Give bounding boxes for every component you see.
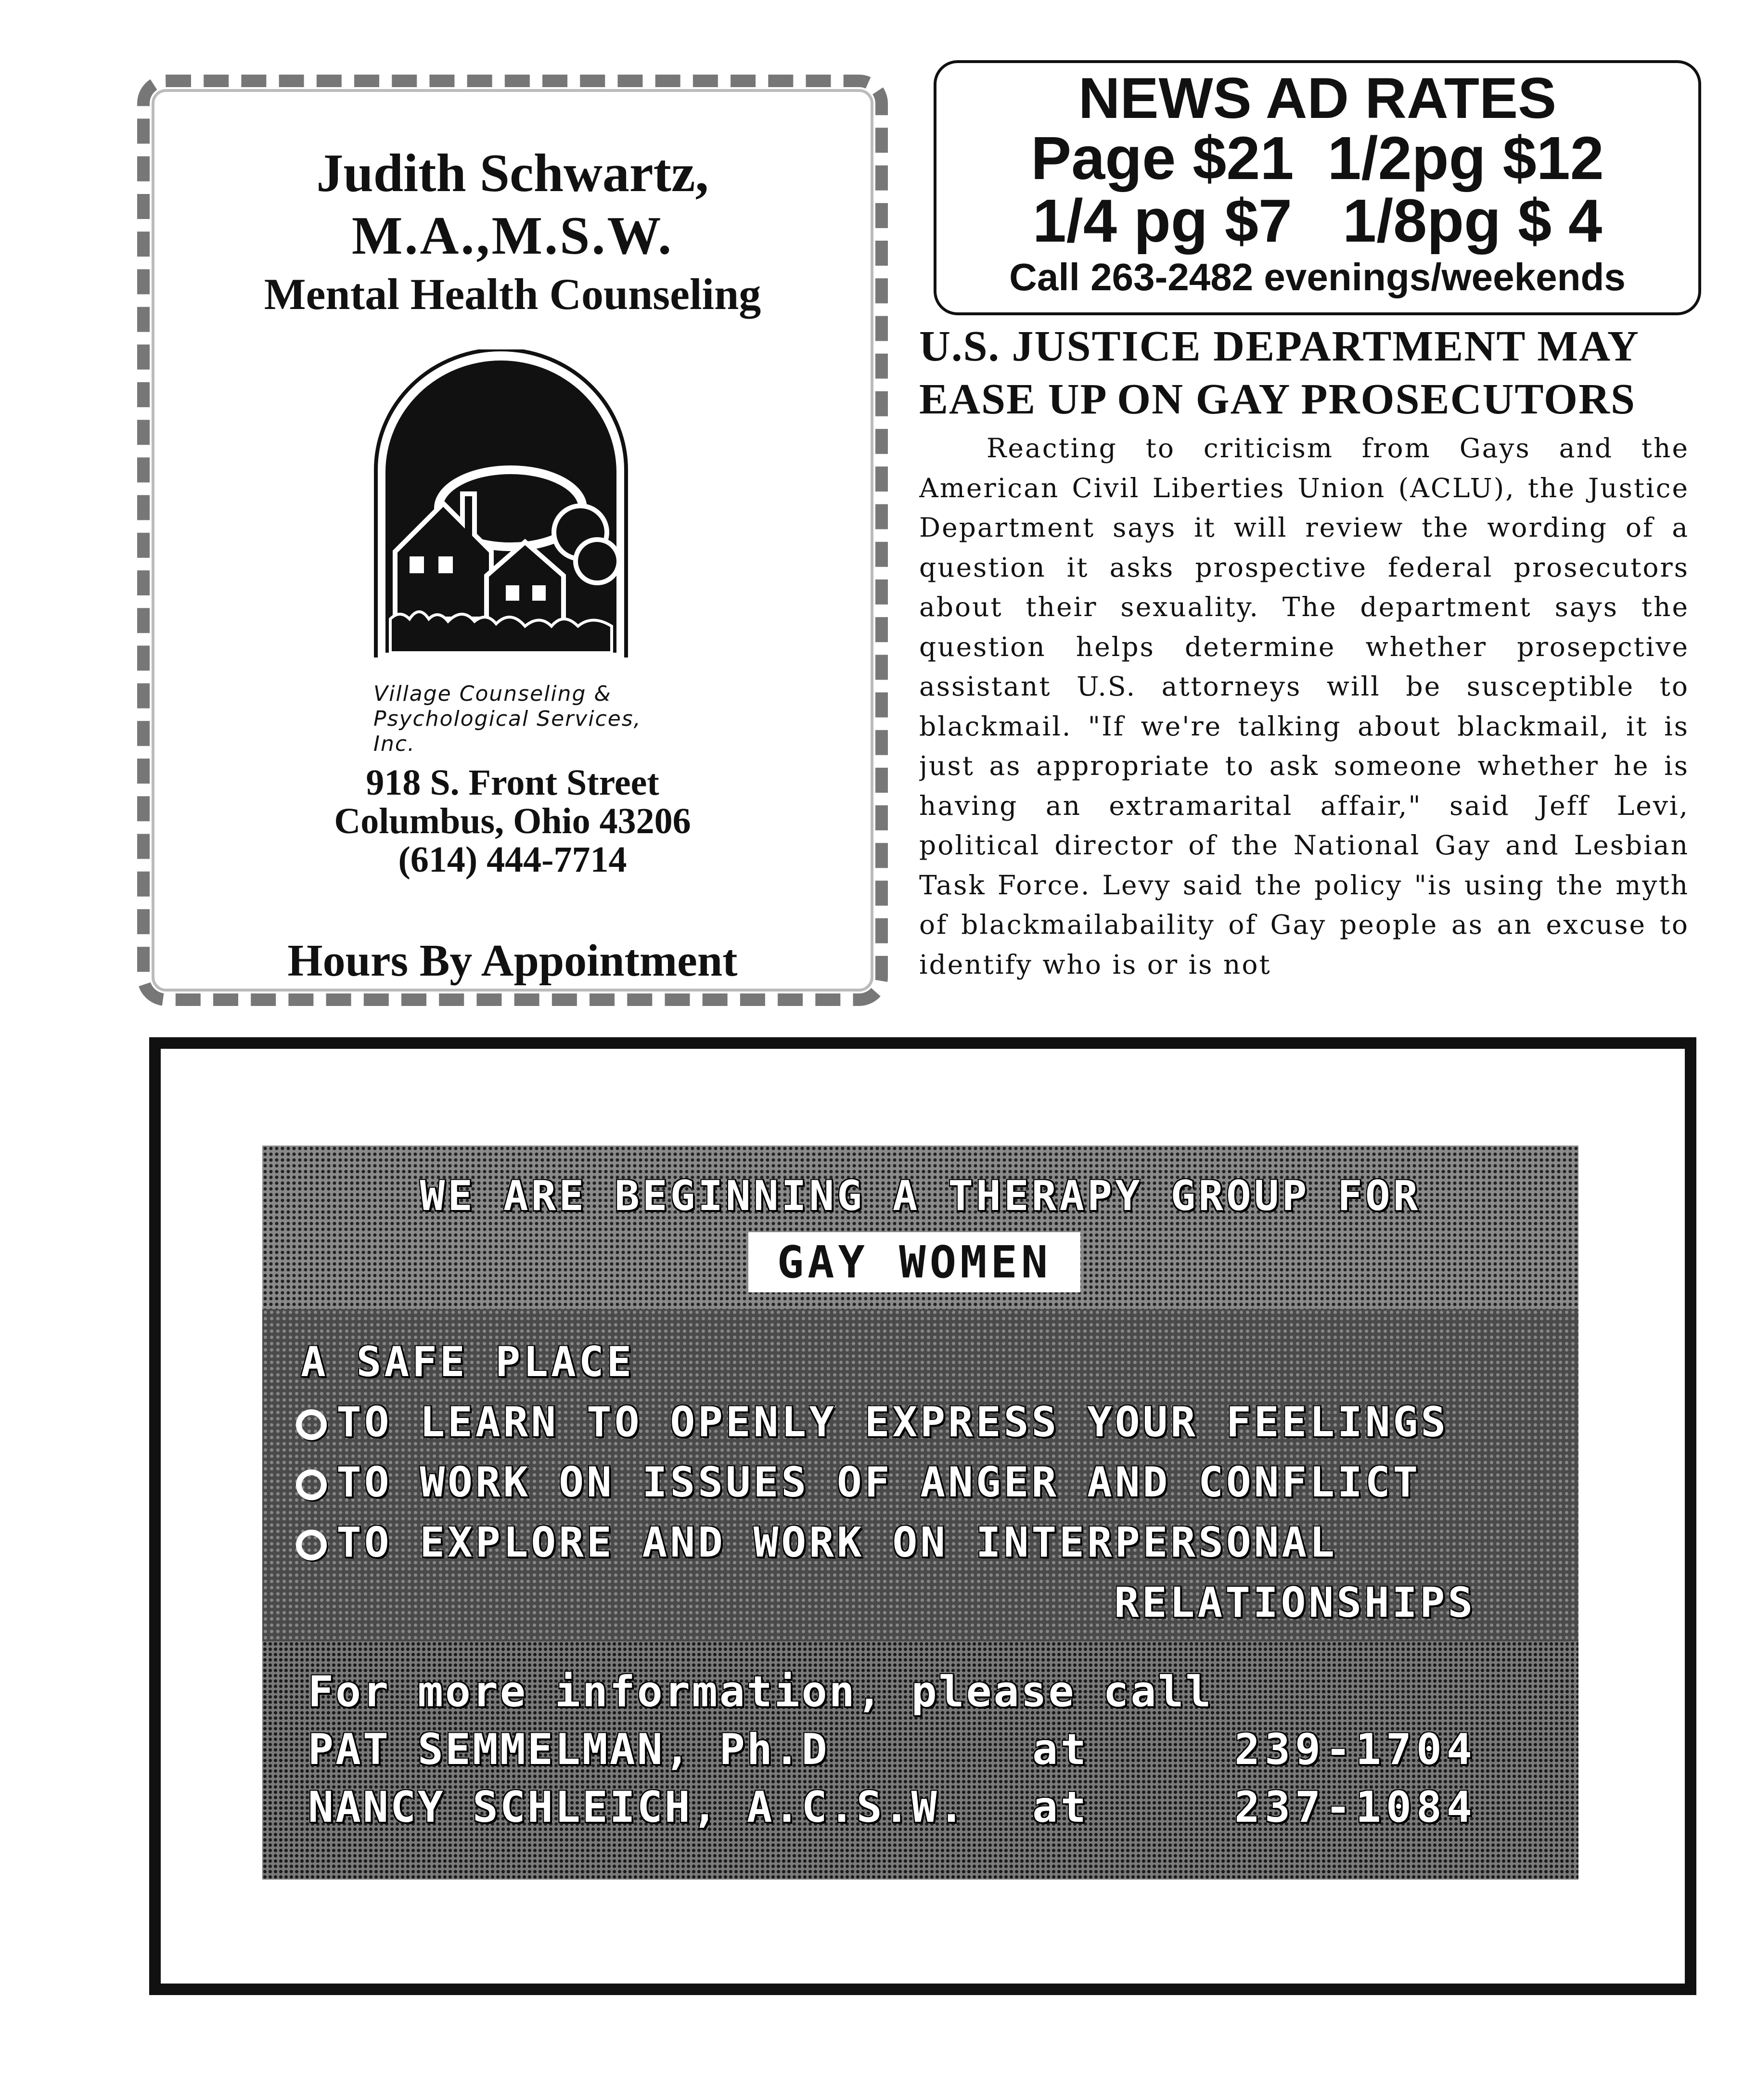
bullet-text: TO EXPLORE AND WORK ON INTERPERSONAL: [336, 1519, 1337, 1567]
contact-phone: 237-1084: [1234, 1782, 1477, 1832]
headline-line: U.S. JUSTICE DEPARTMENT MAY: [919, 322, 1640, 370]
therapy-highlight: GAY WOMEN: [748, 1232, 1080, 1292]
article-headline: [919, 320, 1699, 426]
safe-place-label: A SAFE PLACE: [301, 1338, 635, 1386]
logo-caption-line: Psychological Services,: [373, 707, 641, 731]
contact-name: PAT SEMMELMAN, Ph.D: [308, 1725, 829, 1774]
therapy-ad-panel: [262, 1146, 1578, 1880]
counseling-service: Mental Health Counseling: [264, 270, 761, 319]
bullet-continuation: RELATIONSHIPS: [1114, 1579, 1476, 1627]
therapy-bullet: [296, 1519, 1337, 1567]
circle-bullet-icon: [296, 1409, 327, 1440]
therapy-heading: WE ARE BEGINNING A THERAPY GROUP FOR: [420, 1172, 1421, 1220]
city-address: Columbus, Ohio 43206: [334, 801, 691, 841]
phone-number: (614) 444-7714: [398, 839, 627, 880]
contact-name: NANCY SCHLEICH, A.C.S.W.: [308, 1782, 966, 1832]
counseling-ad: [137, 75, 888, 1006]
contact-phone: 239-1704: [1234, 1725, 1477, 1774]
ad-rates-box: [934, 60, 1701, 315]
ad-rates-line: 1/4 pg $7 1/8pg $ 4: [1032, 187, 1603, 255]
bullet-text: TO WORK ON ISSUES OF ANGER AND CONFLICT: [336, 1458, 1421, 1507]
counselor-name: Judith Schwartz,: [316, 143, 709, 203]
ad-rates-contact: Call 263-2482 evenings/weekends: [1009, 256, 1626, 298]
contact-at: at: [1032, 1782, 1089, 1832]
article-body: Reacting to criticism from Gays and the American Civil Liberties Union (ACLU), the Justice Department says it will review the wording of a question it asks prospective federal prosecutors about their sexuality. The department says the question helps determine whether prosepctive assistant U.S. attorneys will be susceptible to blackmail. "If we're talking about blackmail, it is just as appropriate to ask someone whether he is having an extramarital affair," said Jeff Levi, political director of the National Gay and Lesbian Task Force. Levy said the policy "is using the myth of blackmailabaility of Gay people as an excuse to identify who is or is not: [919, 433, 1689, 980]
logo-caption-line: Inc.: [373, 732, 416, 756]
contact-intro: For more information, please call: [308, 1667, 1213, 1716]
therapy-bullet: [296, 1458, 1421, 1507]
logo-caption-line: Village Counseling &: [373, 682, 612, 706]
circle-bullet-icon: [296, 1530, 327, 1560]
headline-line: EASE UP ON GAY PROSECUTORS: [919, 375, 1636, 423]
logo-caption: [373, 682, 710, 757]
ad-rates-line: Page $21 1/2pg $12: [1031, 124, 1604, 192]
street-address: 918 S. Front Street: [366, 762, 659, 803]
bullet-text: TO LEARN TO OPENLY EXPRESS YOUR FEELINGS: [336, 1398, 1449, 1446]
office-hours: Hours By Appointment: [287, 936, 738, 986]
contact-at: at: [1032, 1725, 1089, 1774]
ad-rates-title: NEWS AD RATES: [1078, 66, 1557, 130]
circle-bullet-icon: [296, 1469, 327, 1500]
therapy-bullet: [296, 1398, 1449, 1446]
counselor-degrees: M.A.,M.S.W.: [351, 206, 674, 266]
village-house-logo-icon: [366, 349, 636, 667]
